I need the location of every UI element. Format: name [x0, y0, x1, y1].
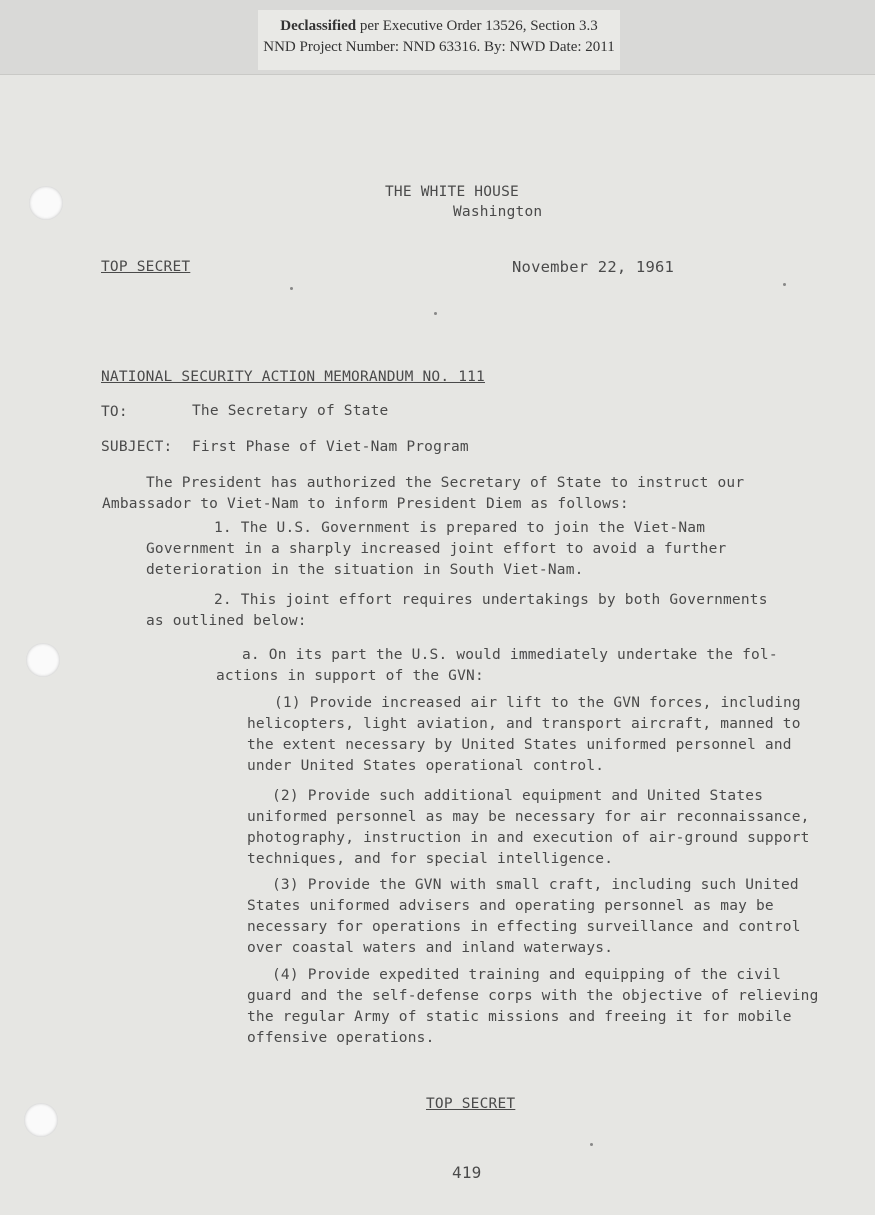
text-line: The President has authorized the Secretary of State to instruct our — [146, 475, 745, 491]
speck — [434, 312, 437, 315]
classification-bottom: TOP SECRET — [426, 1096, 516, 1112]
classification-top: TOP SECRET — [101, 259, 191, 275]
text-line: guard and the self-defense corps with the objective of relieving — [247, 988, 819, 1004]
text-line: 1. The U.S. Government is prepared to join the Viet-Nam — [214, 520, 706, 536]
item-4 — [247, 965, 819, 1049]
text-line: actions in support of the GVN: — [216, 668, 484, 684]
stamp-text: per Executive Order 13526, Section 3.3 — [356, 18, 598, 34]
subject-value: First Phase of Viet-Nam Program — [192, 439, 469, 455]
text-line: (2) Provide such additional equipment and United States — [272, 788, 764, 804]
speck — [783, 283, 786, 286]
text-line: a. On its part the U.S. would immediately undertake the fol- — [242, 647, 778, 663]
declassification-stamp — [258, 10, 620, 70]
punch-hole — [24, 1103, 58, 1137]
page-number: 419 — [452, 1163, 482, 1182]
text-line: as outlined below: — [146, 613, 307, 629]
text-line: over coastal waters and inland waterways. — [247, 940, 614, 956]
speck — [590, 1143, 593, 1146]
item-2 — [247, 786, 810, 870]
item-1 — [247, 693, 801, 777]
city-heading: Washington — [453, 204, 543, 220]
paragraph-a — [216, 645, 778, 687]
text-line: (4) Provide expedited training and equipping of the civil — [272, 967, 781, 983]
text-line: techniques, and for special intelligence. — [247, 851, 614, 867]
text-line: (3) Provide the GVN with small craft, including such United — [272, 877, 799, 893]
text-line: States uniformed advisers and operating personnel as may be — [247, 898, 774, 914]
memo-title: NATIONAL SECURITY ACTION MEMORANDUM NO. 111 — [101, 369, 485, 385]
memo-date: November 22, 1961 — [512, 258, 675, 276]
org-heading: THE WHITE HOUSE — [385, 184, 519, 200]
text-line: necessary for operations in effecting surveillance and control — [247, 919, 801, 935]
subject-label: SUBJECT: — [101, 439, 173, 455]
paragraph-2 — [146, 590, 768, 632]
text-line: the extent necessary by United States uniformed personnel and — [247, 737, 792, 753]
paragraph-1 — [146, 518, 726, 581]
text-line: helicopters, light aviation, and transport aircraft, manned to — [247, 716, 801, 732]
speck — [290, 287, 293, 290]
text-line: Government in a sharply increased joint effort to avoid a further — [146, 541, 727, 557]
text-line: offensive operations. — [247, 1030, 435, 1046]
text-line: Ambassador to Viet-Nam to inform President Diem as follows: — [102, 496, 629, 512]
to-value: The Secretary of State — [192, 403, 389, 419]
text-line: 2. This joint effort requires undertakings by both Governments — [214, 592, 768, 608]
text-line: under United States operational control. — [247, 758, 605, 774]
text-line: the regular Army of static missions and freeing it for mobile — [247, 1009, 792, 1025]
text-line: uniformed personnel as may be necessary for air reconnaissance, — [247, 809, 810, 825]
stamp-project-line: NND Project Number: NND 63316. By: NWD Date: 2011 — [263, 39, 615, 55]
to-label: TO: — [101, 404, 128, 420]
punch-hole — [26, 643, 60, 677]
stamp-bold-text: Declassified — [280, 18, 357, 34]
text-line: photography, instruction in and execution of air-ground support — [247, 830, 810, 846]
intro-paragraph — [102, 473, 745, 515]
text-line: (1) Provide increased air lift to the GVN forces, including — [274, 695, 801, 711]
punch-hole — [29, 186, 63, 220]
item-3 — [247, 875, 801, 959]
text-line: deterioration in the situation in South Viet-Nam. — [146, 562, 584, 578]
